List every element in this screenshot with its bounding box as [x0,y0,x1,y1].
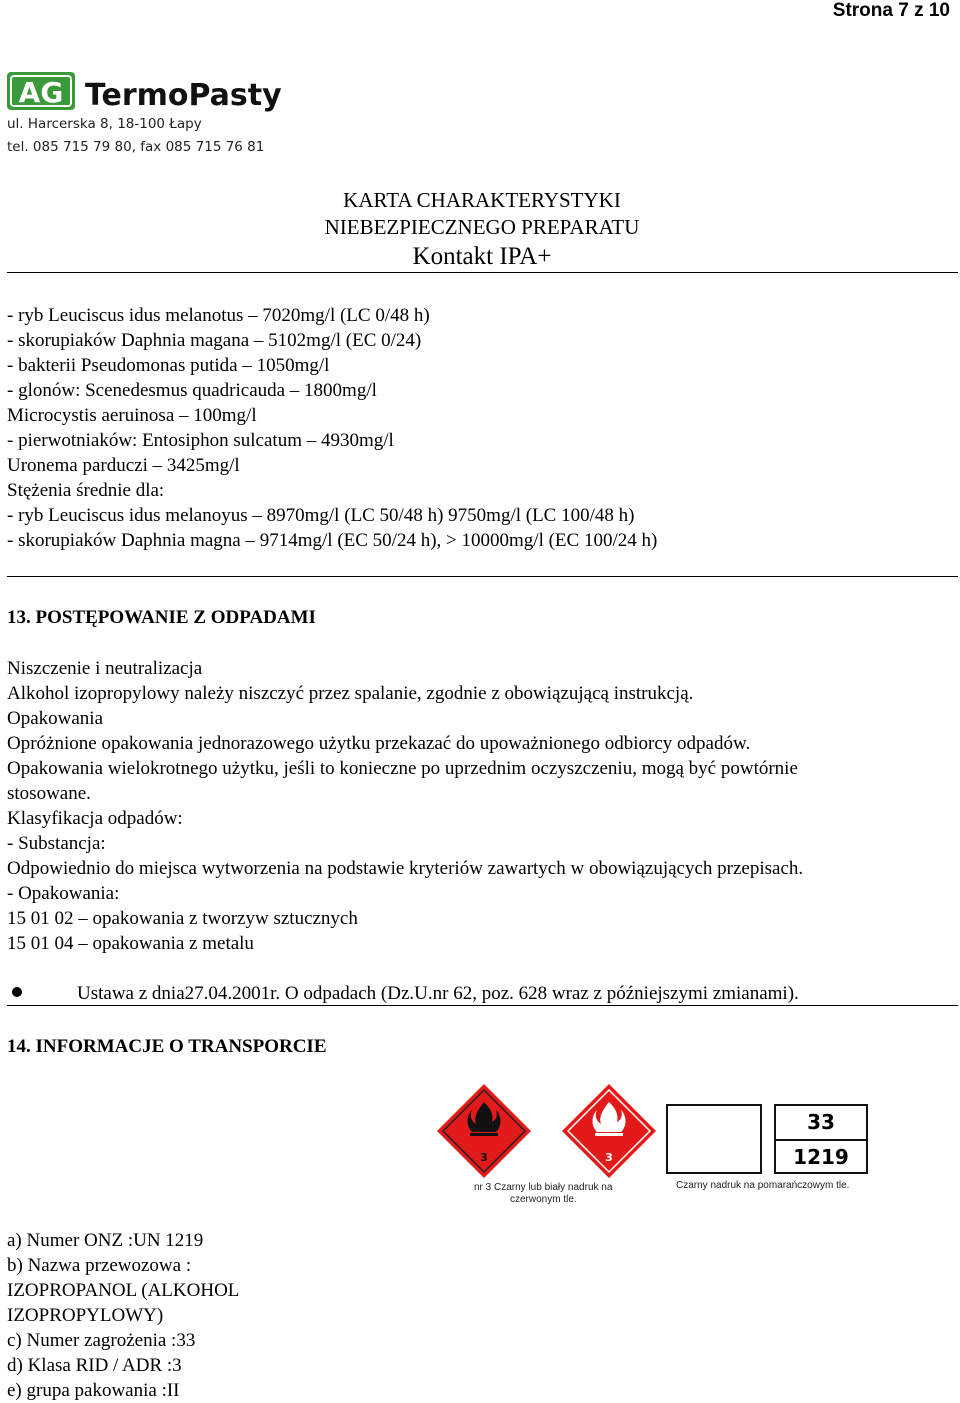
doc-title-line2: NIEBEZPIECZNEGO PREPARATU [324,215,640,239]
section13-line: - Substancja: [7,833,106,854]
doc-title-product: Kontakt IPA+ [412,243,552,270]
hazard-number: 33 [776,1106,866,1141]
transport-line: a) Numer ONZ :UN 1219 [7,1230,204,1251]
ecotox-line: - bakterii Pseudomonas putida – 1050mg/l [7,355,330,376]
logo-text: TermoPasty [85,78,282,112]
logo-mark: AG [18,76,64,109]
section13-line: Opakowania wielokrotnego użytku, jeśli to konieczne po uprzednim oczyszczeniu, mogą być powtórnie [7,758,798,779]
section13-line: stosowane. [7,783,91,804]
doc-title-line1: KARTA CHARAKTERYSTYKI [343,188,621,212]
diamond-caption: nr 3 Czarny lub biały nadruk na [474,1182,613,1193]
transport-line: e) grupa pakowania :II [7,1380,180,1401]
logo-graphic [7,70,307,112]
company-logo [7,70,307,112]
section13-line: Klasyfikacja odpadów: [7,808,183,829]
ecotox-line: - ryb Leuciscus idus melanotus – 7020mg/l (LC 0/48 h) [7,305,430,326]
ecotox-line: - ryb Leuciscus idus melanoyus – 8970mg/l (LC 50/48 h) 9750mg/l (LC 100/48 h) [7,505,635,526]
hazard-class-number: 3 [605,1151,613,1164]
transport-line: b) Nazwa przewozowa : [7,1255,192,1276]
ecotox-line: - skorupiaków Daphnia magna – 9714mg/l (EC 50/24 h), > 10000mg/l (EC 100/24 h) [7,530,658,551]
un-number: 1219 [793,1145,849,1169]
hazard-id-plate [774,1104,868,1174]
section13-line: Opróżnione opakowania jednorazowego użytku przekazać do upoważnionego odbiorcy odpadów. [7,733,751,754]
hazard-class-number: 3 [480,1151,488,1164]
bullet-dot-icon [12,987,22,997]
hazard-labels [436,1082,658,1180]
section13-line: 15 01 04 – opakowania z metalu [7,933,254,954]
company-phone: tel. 085 715 79 80, fax 085 715 76 81 [7,139,265,155]
section13-line: Niszczenie i neutralizacja [7,658,203,679]
diamond-caption: czerwonym tle. [510,1194,577,1205]
page-number: Strona 7 z 10 [832,0,950,21]
section-divider [7,576,958,577]
section13-heading: 13. POSTĘPOWANIE Z ODPADAMI [7,607,316,628]
section-divider [7,1005,958,1006]
section13-line: Odpowiednio do miejsca wytworzenia na podstawie kryteriów zawartych w obowiązujących przepisach. [7,858,804,879]
section13-line: Opakowania [7,708,104,729]
blank-orange-plate [666,1104,762,1174]
section13-line: 15 01 02 – opakowania z tworzyw sztucznych [7,908,358,929]
ecotox-line: Microcystis aeruinosa – 100mg/l [7,405,257,426]
transport-line: c) Numer zagrożenia :33 [7,1330,196,1351]
section13-line: - Opakowania: [7,883,120,904]
section14-heading: 14. INFORMACJE O TRANSPORCIE [7,1036,327,1057]
transport-line: d) Klasa RID / ADR :3 [7,1355,182,1376]
flammable-diamond-icon [436,1082,658,1180]
plate-caption: Czarny nadruk na pomarańczowym tle. [676,1180,850,1191]
transport-line: IZOPROPYLOWY) [7,1305,164,1326]
section13-line: Alkohol izopropylowy należy niszczyć przez spalanie, zgodnie z obowiązującą instrukcją. [7,683,694,704]
ecotox-line: Stężenia średnie dla: [7,480,165,501]
transport-line: IZOPROPANOL (ALKOHOL [7,1280,240,1301]
company-address: ul. Harcerska 8, 18-100 Łapy [7,116,202,132]
ecotox-line: - glonów: Scenedesmus quadricauda – 1800mg/l [7,380,377,401]
header-divider [7,272,958,273]
ecotox-line: Uronema parduczi – 3425mg/l [7,455,240,476]
waste-law-reference: Ustawa z dnia27.04.2001r. O odpadach (Dz.U.nr 62, poz. 628 wraz z późniejszymi zmianami). [77,983,799,1004]
ecotox-line: - skorupiaków Daphnia magana – 5102mg/l (EC 0/24) [7,330,422,351]
ecotox-line: - pierwotniaków: Entosiphon sulcatum – 4930mg/l [7,430,394,451]
